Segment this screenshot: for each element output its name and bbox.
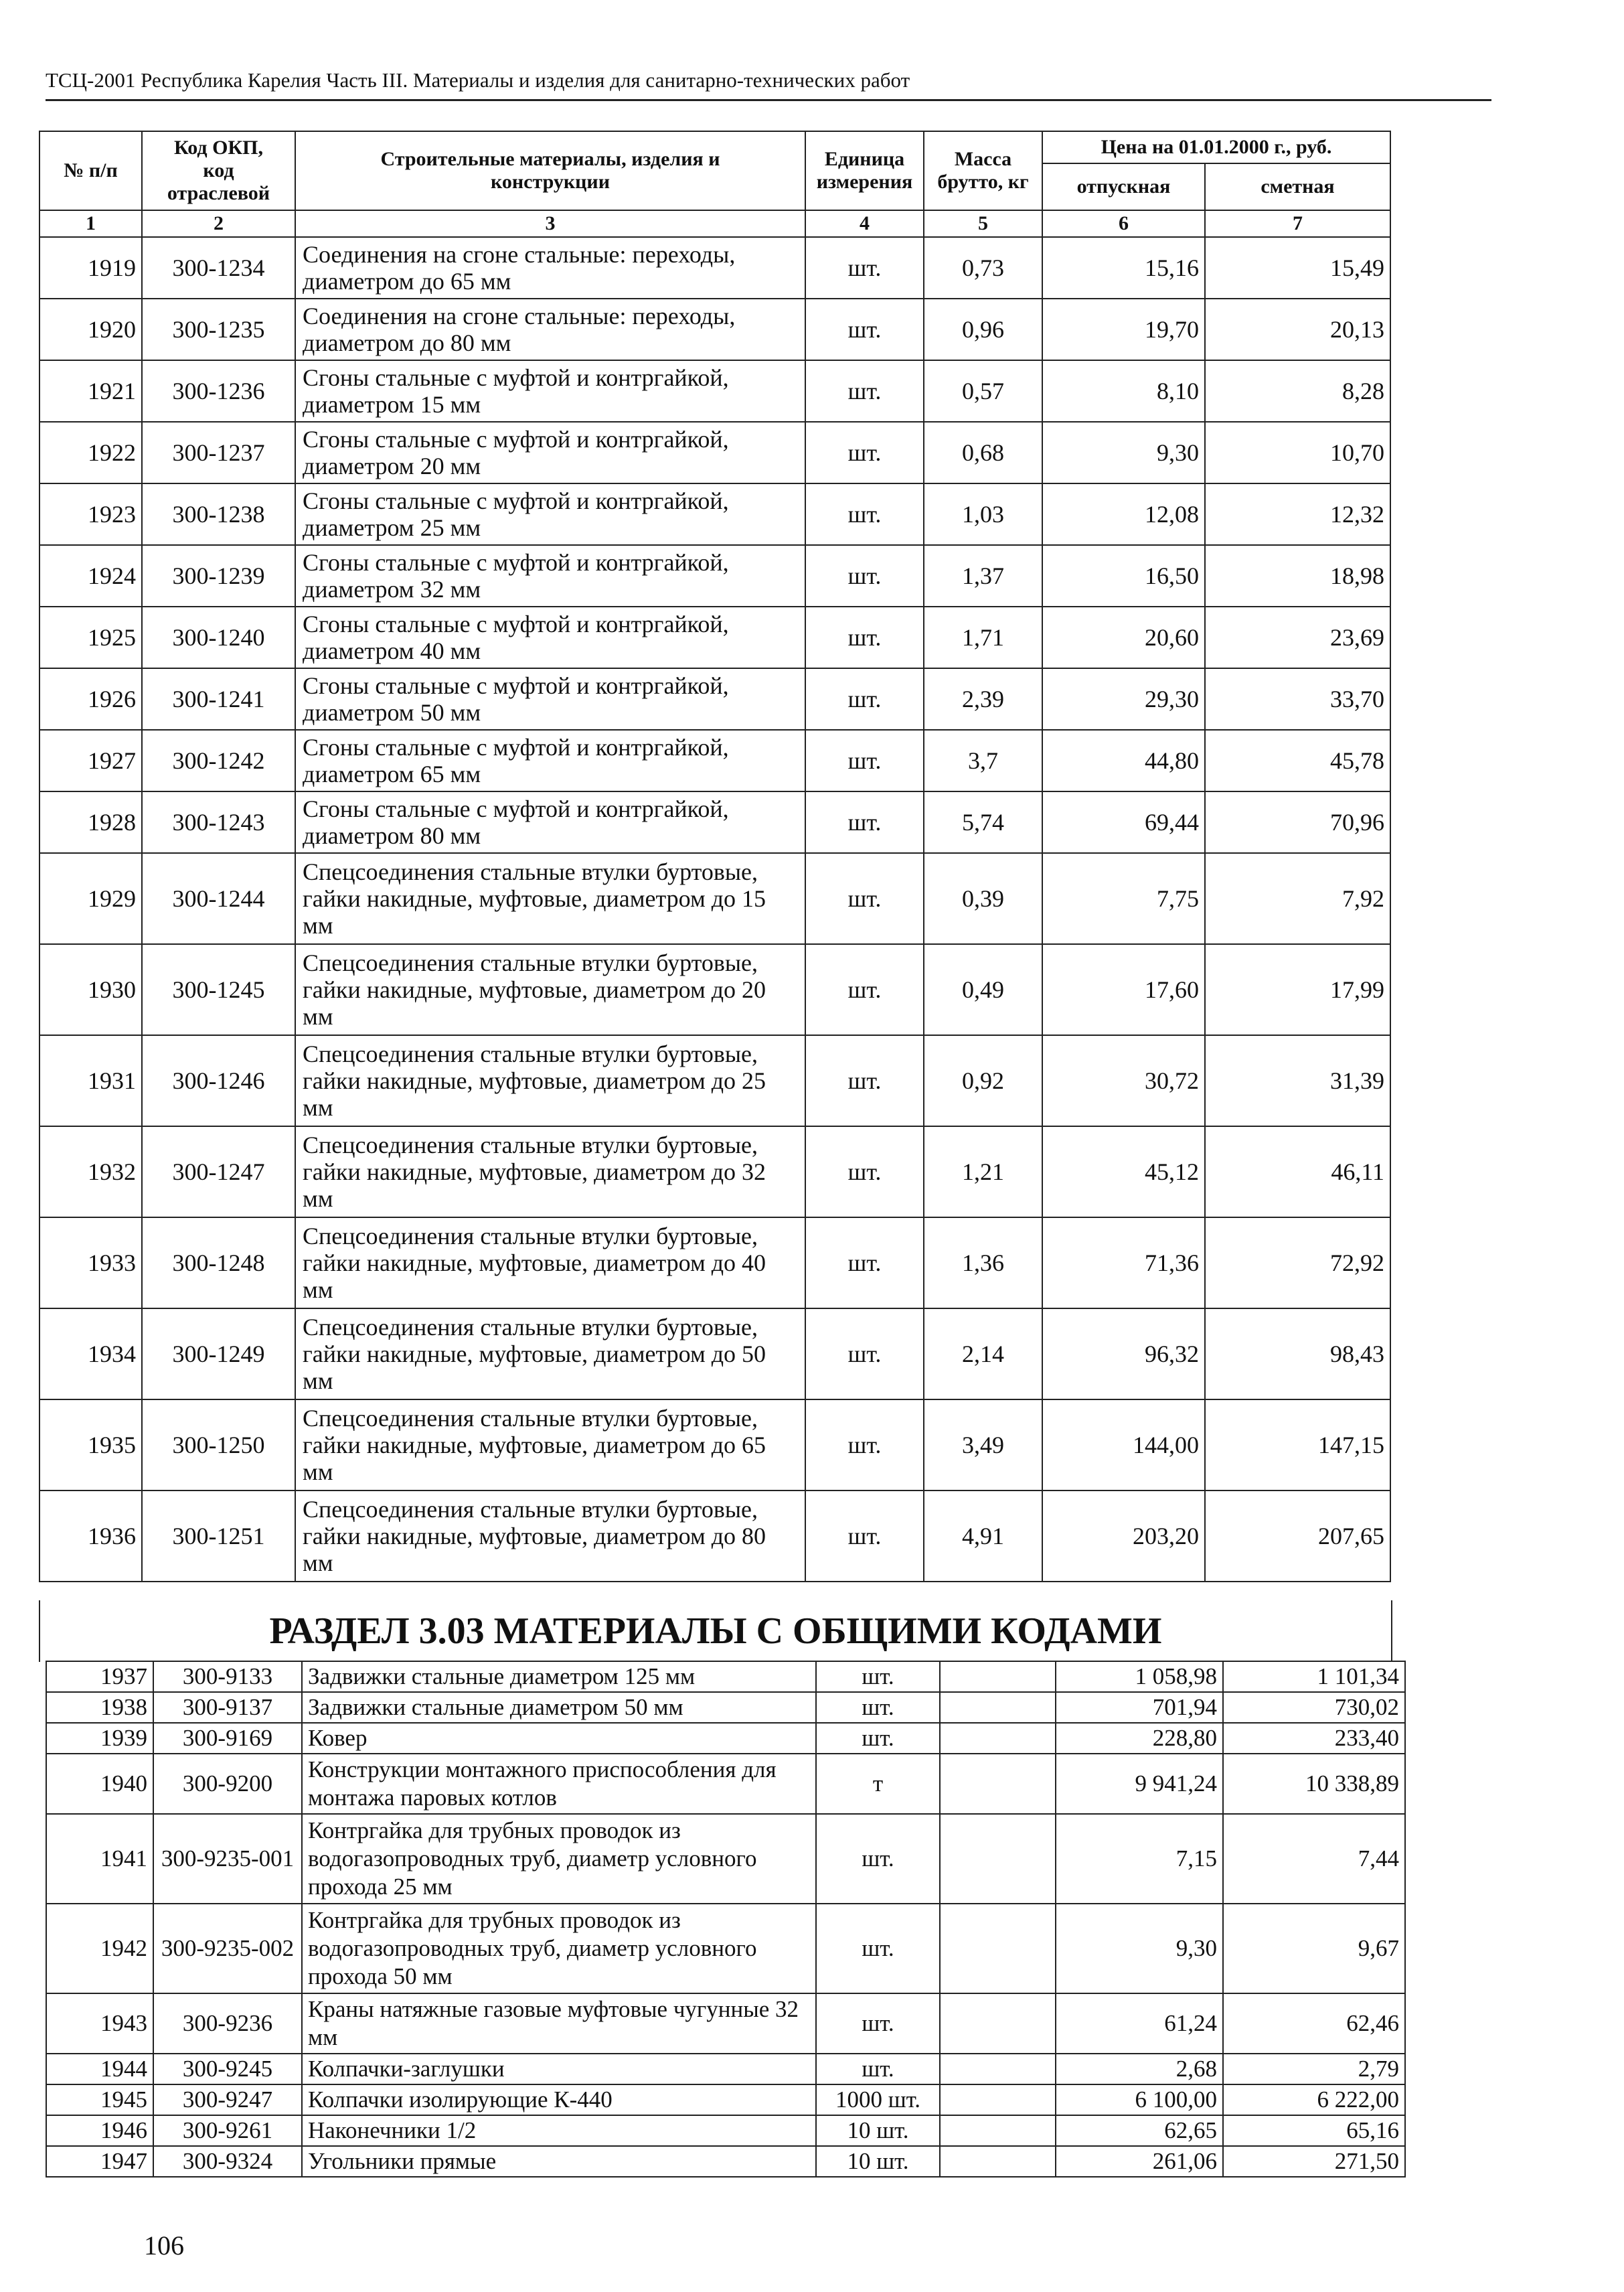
item-name: Конструкции монтажного приспособления для монтажа паровых котлов: [302, 1754, 816, 1814]
item-unit: шт.: [805, 791, 924, 853]
item-code: 300-1250: [142, 1399, 295, 1491]
price-estimate: 7,44: [1223, 1814, 1405, 1904]
item-name: Соединения на сгоне стальные: переходы, диаметром до 65 мм: [295, 237, 805, 299]
price-estimate: 271,50: [1223, 2146, 1405, 2177]
item-code: 300-9235-002: [153, 1904, 302, 1993]
item-mass: [940, 2084, 1056, 2115]
item-mass: 1,71: [924, 607, 1042, 668]
item-code: 300-1238: [142, 483, 295, 545]
header-unit: [805, 131, 924, 210]
item-name: Спецсоединения стальные втулки буртовые, гайки накидные, муфтовые, диаметром до 32 мм: [295, 1126, 805, 1217]
header-price-estimate: сметная: [1205, 163, 1390, 210]
row-number: 1926: [39, 668, 142, 730]
item-name: Сгоны стальные с муфтой и контргайкой, диаметром 50 мм: [295, 668, 805, 730]
header-mass: [924, 131, 1042, 210]
header-mass-line1: Масса: [954, 148, 1012, 170]
table-row: [39, 730, 1390, 791]
price-estimate: 70,96: [1205, 791, 1390, 853]
item-code: 300-1237: [142, 422, 295, 483]
row-number: 1927: [39, 730, 142, 791]
price-release: 96,32: [1042, 1308, 1205, 1399]
header-code: [142, 131, 295, 210]
table-row: [39, 422, 1390, 483]
item-unit: шт.: [805, 422, 924, 483]
table-row: [39, 483, 1390, 545]
item-name: Краны натяжные газовые муфтовые чугунные 32 мм: [302, 1993, 816, 2054]
price-estimate: 6 222,00: [1223, 2084, 1405, 2115]
item-mass: 4,91: [924, 1491, 1042, 1582]
price-estimate: 46,11: [1205, 1126, 1390, 1217]
row-number: 1942: [46, 1904, 153, 1993]
item-unit: 10 шт.: [816, 2146, 940, 2177]
item-name: Спецсоединения стальные втулки буртовые, гайки накидные, муфтовые, диаметром до 65 мм: [295, 1399, 805, 1491]
price-release: 9 941,24: [1056, 1754, 1223, 1814]
item-unit: шт.: [805, 607, 924, 668]
item-mass: [940, 1661, 1056, 1692]
document-title: ТСЦ-2001 Республика Карелия Часть III. Материалы и изделия для санитарно-технических работ: [46, 68, 910, 92]
item-code: 300-1249: [142, 1308, 295, 1399]
item-code: 300-1244: [142, 853, 295, 944]
column-number: 1: [39, 210, 142, 237]
price-estimate: 72,92: [1205, 1217, 1390, 1308]
row-number: 1928: [39, 791, 142, 853]
row-number: 1945: [46, 2084, 153, 2115]
row-number: 1943: [46, 1993, 153, 2054]
item-unit: шт.: [805, 853, 924, 944]
price-estimate: 45,78: [1205, 730, 1390, 791]
price-release: 8,10: [1042, 360, 1205, 422]
item-code: 300-1248: [142, 1217, 295, 1308]
item-name: Колпачки-заглушки: [302, 2054, 816, 2084]
price-release: 44,80: [1042, 730, 1205, 791]
table-row: [39, 791, 1390, 853]
price-estimate: 10 338,89: [1223, 1754, 1405, 1814]
item-code: 300-9137: [153, 1692, 302, 1723]
item-unit: 10 шт.: [816, 2115, 940, 2146]
price-estimate: 31,39: [1205, 1035, 1390, 1126]
item-mass: 2,14: [924, 1308, 1042, 1399]
item-mass: 3,49: [924, 1399, 1042, 1491]
item-unit: шт.: [805, 483, 924, 545]
price-estimate: 233,40: [1223, 1723, 1405, 1754]
row-number: 1938: [46, 1692, 153, 1723]
item-mass: 1,36: [924, 1217, 1042, 1308]
table-row: [46, 1723, 1405, 1754]
item-code: 300-9200: [153, 1754, 302, 1814]
table-row: [39, 1035, 1390, 1126]
price-release: 144,00: [1042, 1399, 1205, 1491]
item-unit: шт.: [805, 1308, 924, 1399]
item-name: Спецсоединения стальные втулки буртовые, гайки накидные, муфтовые, диаметром до 40 мм: [295, 1217, 805, 1308]
item-mass: 1,37: [924, 545, 1042, 607]
price-release: 29,30: [1042, 668, 1205, 730]
item-mass: [940, 2146, 1056, 2177]
item-code: 300-1243: [142, 791, 295, 853]
item-mass: 1,03: [924, 483, 1042, 545]
price-estimate: 98,43: [1205, 1308, 1390, 1399]
item-unit: шт.: [816, 1723, 940, 1754]
item-name: Спецсоединения стальные втулки буртовые, гайки накидные, муфтовые, диаметром до 20 мм: [295, 944, 805, 1035]
table-row: [39, 853, 1390, 944]
header-unit-line2: измерения: [816, 171, 913, 193]
header-name-line1: Строительные материалы, изделия и: [380, 148, 720, 170]
row-number: 1923: [39, 483, 142, 545]
column-number-row: [39, 210, 1390, 237]
item-mass: [940, 1723, 1056, 1754]
header-price-release: отпускная: [1042, 163, 1205, 210]
item-unit: шт.: [816, 1904, 940, 1993]
item-unit: шт.: [805, 1491, 924, 1582]
item-unit: 1000 шт.: [816, 2084, 940, 2115]
row-number: 1940: [46, 1754, 153, 1814]
item-code: 300-1234: [142, 237, 295, 299]
column-number: 7: [1205, 210, 1390, 237]
price-release: 20,60: [1042, 607, 1205, 668]
table-header: [39, 131, 1390, 237]
price-estimate: 8,28: [1205, 360, 1390, 422]
item-unit: шт.: [816, 1814, 940, 1904]
header-price-group: Цена на 01.01.2000 г., руб.: [1042, 131, 1390, 163]
table-row: [39, 1217, 1390, 1308]
item-mass: [940, 2054, 1056, 2084]
row-number: 1941: [46, 1814, 153, 1904]
table-row: [46, 2146, 1405, 2177]
item-name: Сгоны стальные с муфтой и контргайкой, диаметром 20 мм: [295, 422, 805, 483]
row-number: 1947: [46, 2146, 153, 2177]
row-number: 1921: [39, 360, 142, 422]
price-estimate: 7,92: [1205, 853, 1390, 944]
table-row: [39, 299, 1390, 360]
item-mass: 0,57: [924, 360, 1042, 422]
price-release: 69,44: [1042, 791, 1205, 853]
table-row: [46, 1661, 1405, 1692]
item-mass: 1,21: [924, 1126, 1042, 1217]
row-number: 1925: [39, 607, 142, 668]
price-estimate: 2,79: [1223, 2054, 1405, 2084]
table-row: [46, 1904, 1405, 1993]
price-release: 9,30: [1056, 1904, 1223, 1993]
item-name: Спецсоединения стальные втулки буртовые, гайки накидные, муфтовые, диаметром до 50 мм: [295, 1308, 805, 1399]
price-estimate: 18,98: [1205, 545, 1390, 607]
price-release: 1 058,98: [1056, 1661, 1223, 1692]
price-release: 62,65: [1056, 2115, 1223, 2146]
item-code: 300-9261: [153, 2115, 302, 2146]
price-release: 30,72: [1042, 1035, 1205, 1126]
table-row: [39, 1308, 1390, 1399]
item-code: 300-1239: [142, 545, 295, 607]
item-unit: шт.: [805, 1035, 924, 1126]
item-mass: 3,7: [924, 730, 1042, 791]
price-estimate: 207,65: [1205, 1491, 1390, 1582]
header-num: № п/п: [39, 131, 142, 210]
common-codes-table: [46, 1661, 1406, 2178]
price-estimate: 730,02: [1223, 1692, 1405, 1723]
item-mass: 0,49: [924, 944, 1042, 1035]
header-name-line2: конструкции: [490, 171, 611, 193]
price-estimate: 147,15: [1205, 1399, 1390, 1491]
table-body: [46, 1661, 1405, 2177]
price-estimate: 1 101,34: [1223, 1661, 1405, 1692]
column-number: 5: [924, 210, 1042, 237]
table-row: [46, 2084, 1405, 2115]
price-release: 228,80: [1056, 1723, 1223, 1754]
item-unit: шт.: [805, 1399, 924, 1491]
row-number: 1944: [46, 2054, 153, 2084]
price-estimate: 10,70: [1205, 422, 1390, 483]
item-code: 300-9324: [153, 2146, 302, 2177]
row-number: 1939: [46, 1723, 153, 1754]
item-name: Задвижки стальные диаметром 50 мм: [302, 1692, 816, 1723]
item-code: 300-1247: [142, 1126, 295, 1217]
price-estimate: 23,69: [1205, 607, 1390, 668]
page-header: [46, 67, 1491, 101]
item-unit: шт.: [805, 237, 924, 299]
item-mass: [940, 1904, 1056, 1993]
item-code: 300-9247: [153, 2084, 302, 2115]
item-name: Сгоны стальные с муфтой и контргайкой, диаметром 65 мм: [295, 730, 805, 791]
table-row: [39, 668, 1390, 730]
item-name: Контргайка для трубных проводок из водогазопроводных труб, диаметр условного прохода 50 мм: [302, 1904, 816, 1993]
table-row: [39, 545, 1390, 607]
item-unit: шт.: [805, 545, 924, 607]
row-number: 1937: [46, 1661, 153, 1692]
item-code: 300-1235: [142, 299, 295, 360]
item-name: Спецсоединения стальные втулки буртовые, гайки накидные, муфтовые, диаметром до 80 мм: [295, 1491, 805, 1582]
item-code: 300-1241: [142, 668, 295, 730]
price-release: 61,24: [1056, 1993, 1223, 2054]
item-name: Контргайка для трубных проводок из водогазопроводных труб, диаметр условного прохода 25 мм: [302, 1814, 816, 1904]
item-code: 300-9236: [153, 1993, 302, 2054]
row-number: 1932: [39, 1126, 142, 1217]
table-row: [39, 1126, 1390, 1217]
item-unit: шт.: [805, 944, 924, 1035]
table-row: [46, 1754, 1405, 1814]
item-unit: шт.: [805, 1217, 924, 1308]
row-number: 1936: [39, 1491, 142, 1582]
price-release: 203,20: [1042, 1491, 1205, 1582]
table-row: [39, 1491, 1390, 1582]
item-name: Задвижки стальные диаметром 125 мм: [302, 1661, 816, 1692]
item-name: Колпачки изолирующие К-440: [302, 2084, 816, 2115]
price-release: 6 100,00: [1056, 2084, 1223, 2115]
table-row: [39, 360, 1390, 422]
column-number: 3: [295, 210, 805, 237]
item-unit: шт.: [805, 668, 924, 730]
item-name: Ковер: [302, 1723, 816, 1754]
price-estimate: 15,49: [1205, 237, 1390, 299]
price-estimate: 62,46: [1223, 1993, 1405, 2054]
row-number: 1924: [39, 545, 142, 607]
price-estimate: 12,32: [1205, 483, 1390, 545]
header-unit-line1: Единица: [824, 148, 905, 170]
header-code-line1: Код ОКП,: [174, 137, 263, 159]
item-name: Спецсоединения стальные втулки буртовые, гайки накидные, муфтовые, диаметром до 15 мм: [295, 853, 805, 944]
price-table: [39, 131, 1391, 1582]
table-row: [46, 2115, 1405, 2146]
table-row: [46, 1993, 1405, 2054]
item-code: 300-1246: [142, 1035, 295, 1126]
item-mass: 0,96: [924, 299, 1042, 360]
price-release: 2,68: [1056, 2054, 1223, 2084]
item-name: Сгоны стальные с муфтой и контргайкой, диаметром 80 мм: [295, 791, 805, 853]
price-release: 16,50: [1042, 545, 1205, 607]
row-number: 1922: [39, 422, 142, 483]
item-code: 300-1245: [142, 944, 295, 1035]
row-number: 1919: [39, 237, 142, 299]
column-number: 2: [142, 210, 295, 237]
item-mass: [940, 1814, 1056, 1904]
item-mass: [940, 1692, 1056, 1723]
price-estimate: 65,16: [1223, 2115, 1405, 2146]
item-mass: [940, 1993, 1056, 2054]
item-unit: шт.: [805, 299, 924, 360]
item-mass: 2,39: [924, 668, 1042, 730]
item-code: 300-9245: [153, 2054, 302, 2084]
table-body: [39, 237, 1390, 1582]
table-row: [39, 944, 1390, 1035]
row-number: 1929: [39, 853, 142, 944]
table-row: [39, 1399, 1390, 1491]
table-row: [46, 1692, 1405, 1723]
price-release: 701,94: [1056, 1692, 1223, 1723]
table-row: [39, 607, 1390, 668]
price-estimate: 9,67: [1223, 1904, 1405, 1993]
item-code: 300-9133: [153, 1661, 302, 1692]
row-number: 1933: [39, 1217, 142, 1308]
row-number: 1935: [39, 1399, 142, 1491]
item-mass: [940, 1754, 1056, 1814]
item-mass: 0,68: [924, 422, 1042, 483]
price-release: 7,75: [1042, 853, 1205, 944]
item-unit: шт.: [805, 1126, 924, 1217]
table-row: [39, 237, 1390, 299]
item-code: 300-1251: [142, 1491, 295, 1582]
item-mass: 0,39: [924, 853, 1042, 944]
section-heading: РАЗДЕЛ 3.03 МАТЕРИАЛЫ С ОБЩИМИ КОДАМИ: [39, 1600, 1392, 1662]
item-name: Сгоны стальные с муфтой и контргайкой, диаметром 32 мм: [295, 545, 805, 607]
item-code: 300-9235-001: [153, 1814, 302, 1904]
item-mass: [940, 2115, 1056, 2146]
item-unit: шт.: [816, 1692, 940, 1723]
item-name: Сгоны стальные с муфтой и контргайкой, диаметром 40 мм: [295, 607, 805, 668]
column-number: 4: [805, 210, 924, 237]
item-code: 300-1240: [142, 607, 295, 668]
price-release: 12,08: [1042, 483, 1205, 545]
row-number: 1931: [39, 1035, 142, 1126]
item-code: 300-9169: [153, 1723, 302, 1754]
header-mass-line2: брутто, кг: [937, 171, 1029, 193]
price-release: 45,12: [1042, 1126, 1205, 1217]
item-code: 300-1236: [142, 360, 295, 422]
column-number: 6: [1042, 210, 1205, 237]
item-name: Сгоны стальные с муфтой и контргайкой, диаметром 25 мм: [295, 483, 805, 545]
header-code-line2: код: [203, 159, 234, 181]
item-code: 300-1242: [142, 730, 295, 791]
header-code-line3: отраслевой: [167, 182, 270, 204]
price-estimate: 33,70: [1205, 668, 1390, 730]
item-unit: шт.: [805, 730, 924, 791]
price-release: 71,36: [1042, 1217, 1205, 1308]
price-estimate: 17,99: [1205, 944, 1390, 1035]
row-number: 1920: [39, 299, 142, 360]
price-release: 9,30: [1042, 422, 1205, 483]
table-row: [46, 2054, 1405, 2084]
price-release: 261,06: [1056, 2146, 1223, 2177]
item-unit: шт.: [805, 360, 924, 422]
price-release: 19,70: [1042, 299, 1205, 360]
item-name: Сгоны стальные с муфтой и контргайкой, диаметром 15 мм: [295, 360, 805, 422]
row-number: 1946: [46, 2115, 153, 2146]
header-name: [295, 131, 805, 210]
row-number: 1934: [39, 1308, 142, 1399]
price-release: 15,16: [1042, 237, 1205, 299]
price-release: 7,15: [1056, 1814, 1223, 1904]
item-mass: 0,92: [924, 1035, 1042, 1126]
item-mass: 0,73: [924, 237, 1042, 299]
item-mass: 5,74: [924, 791, 1042, 853]
item-unit: т: [816, 1754, 940, 1814]
item-name: Соединения на сгоне стальные: переходы, диаметром до 80 мм: [295, 299, 805, 360]
item-unit: шт.: [816, 2054, 940, 2084]
price-estimate: 20,13: [1205, 299, 1390, 360]
page-number: 106: [144, 2230, 184, 2261]
item-name: Угольники прямые: [302, 2146, 816, 2177]
item-name: Спецсоединения стальные втулки буртовые, гайки накидные, муфтовые, диаметром до 25 мм: [295, 1035, 805, 1126]
price-release: 17,60: [1042, 944, 1205, 1035]
item-unit: шт.: [816, 1993, 940, 2054]
row-number: 1930: [39, 944, 142, 1035]
item-name: Наконечники 1/2: [302, 2115, 816, 2146]
item-unit: шт.: [816, 1661, 940, 1692]
table-row: [46, 1814, 1405, 1904]
